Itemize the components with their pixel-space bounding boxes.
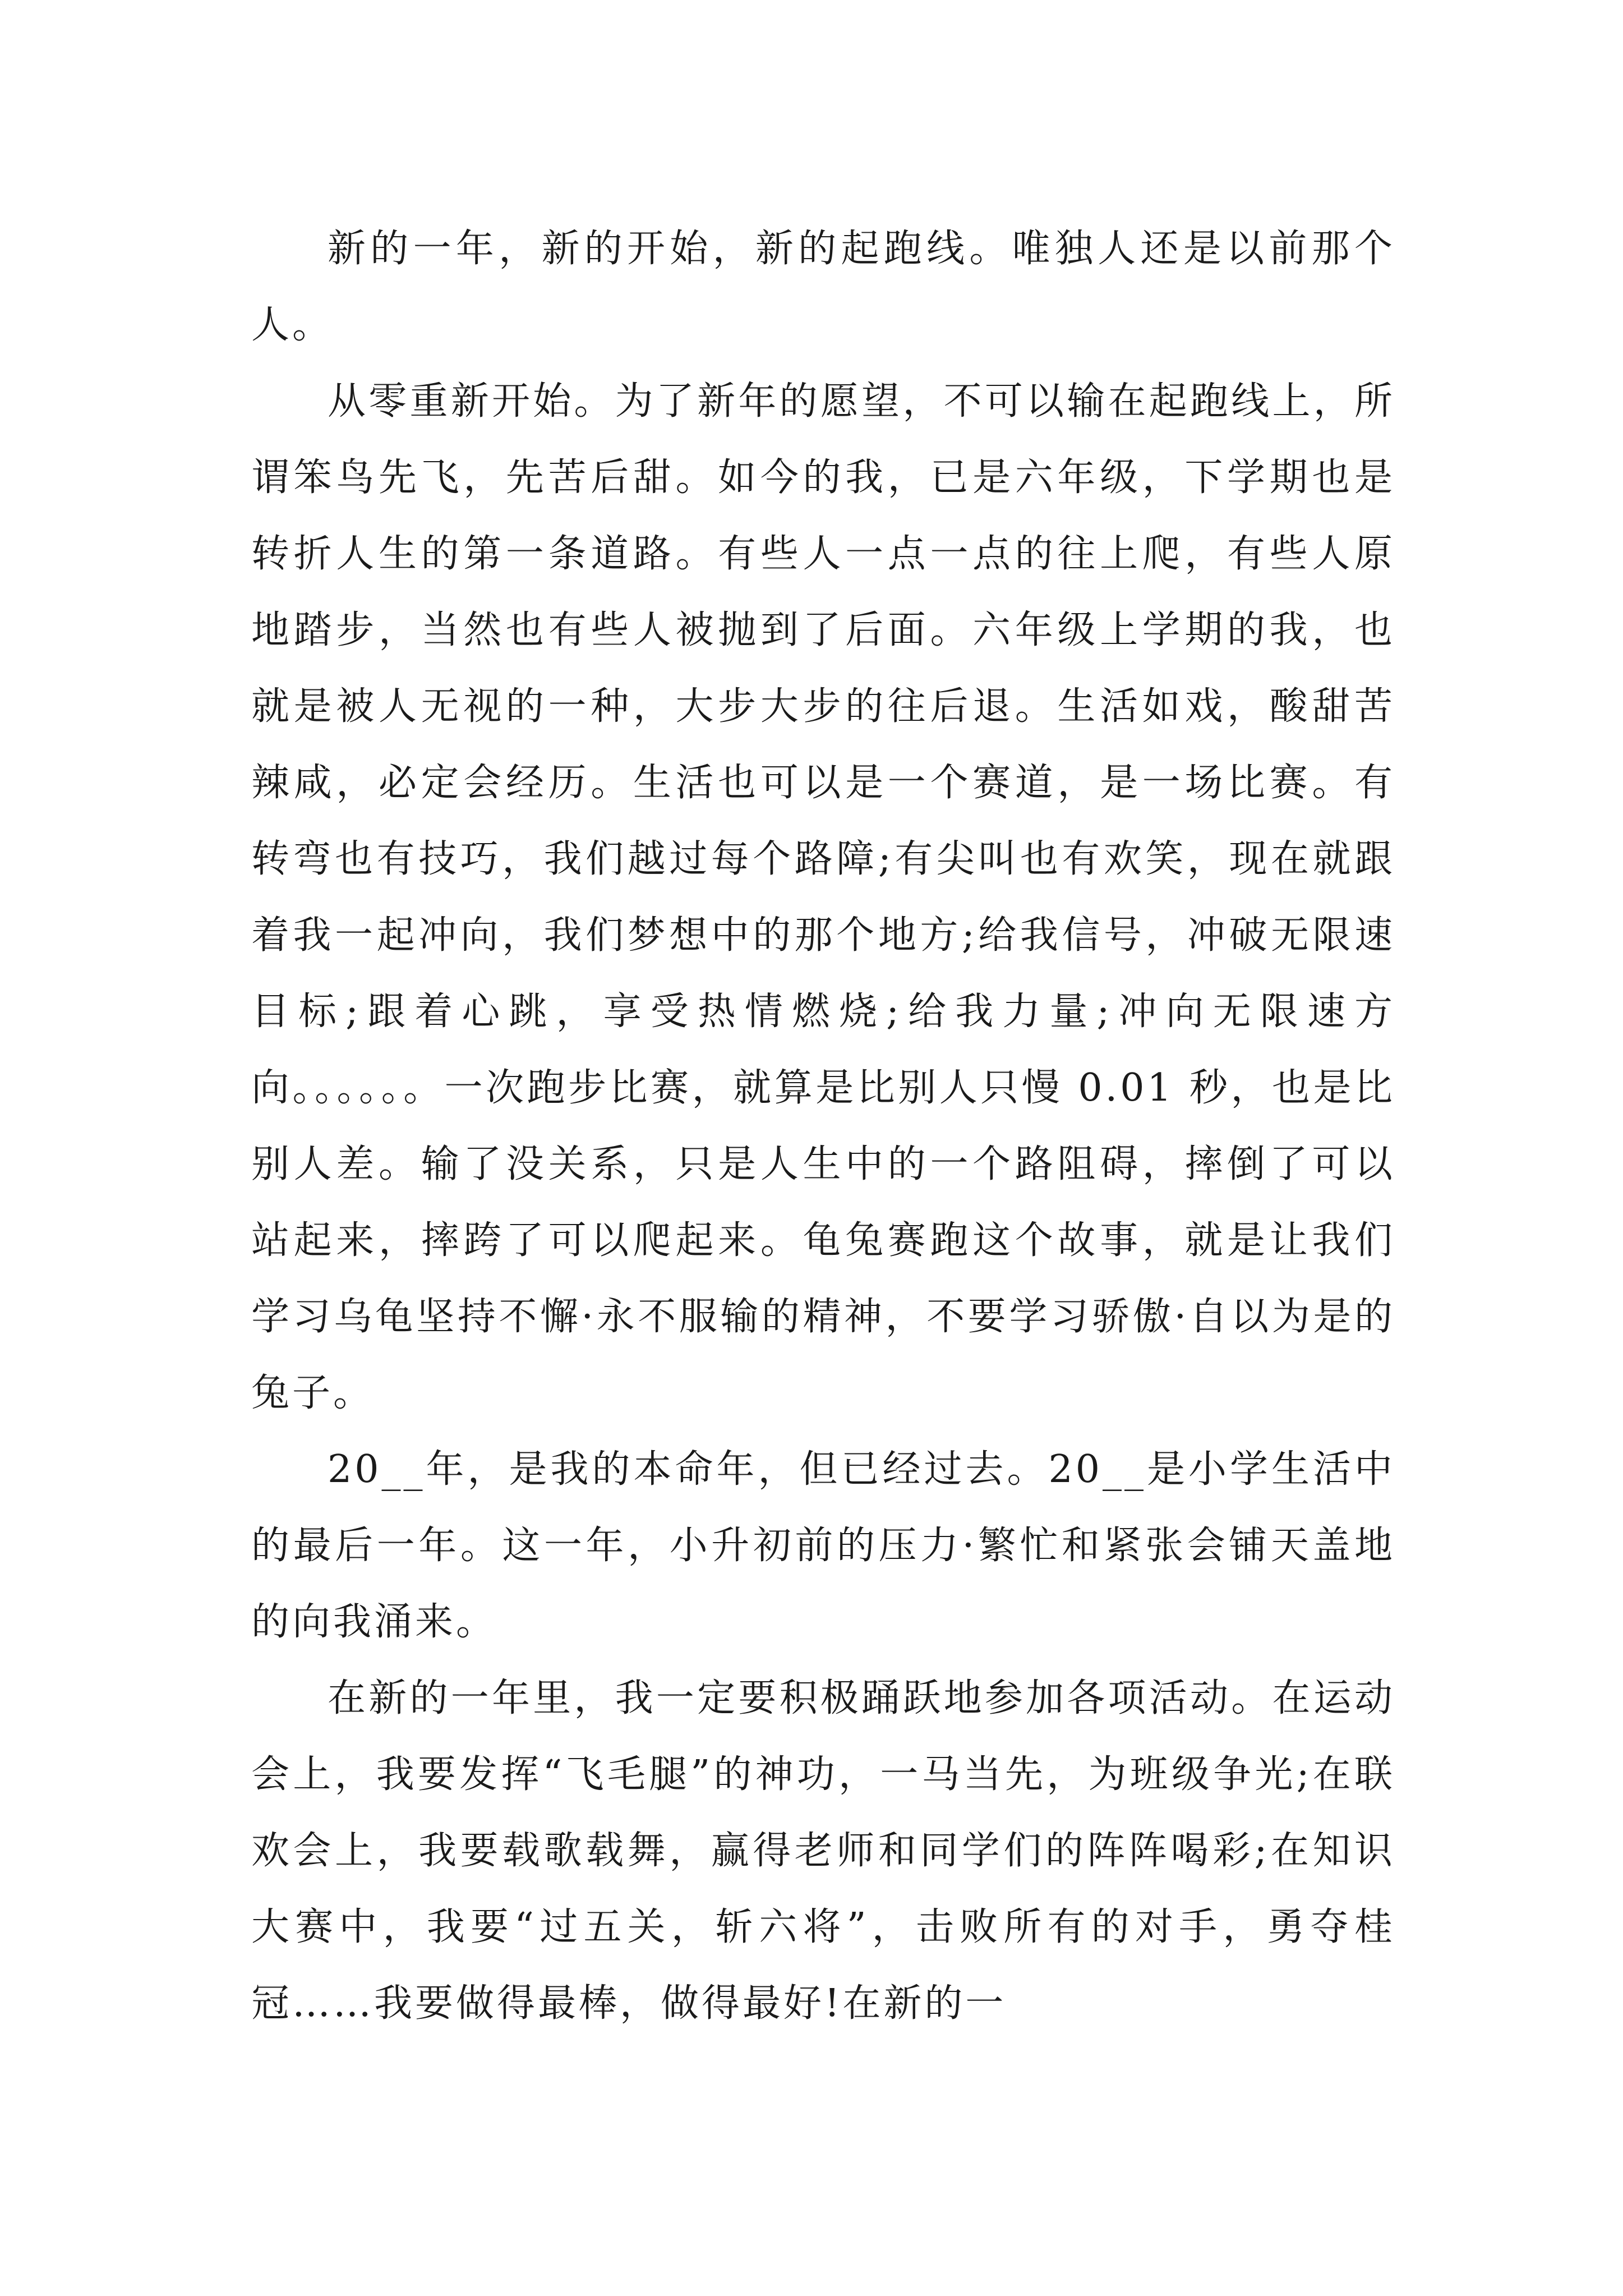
paragraph-1: 新的一年，新的开始，新的起跑线。唯独人还是以前那个人。 bbox=[251, 227, 1395, 347]
paragraph-4: 在新的一年里，我一定要积极踊跃地参加各项活动。在运动会上，我要发挥“飞毛腿”的神功，一马当先，为班级争光;在联欢会上，我要载歌载舞，赢得老师和同学们的阵阵喝彩;在知识大赛中，我要“过五关，斩六将”，击败所有的对手，勇夺桂冠……我要做得最棒，做得最好!在新的一 bbox=[251, 1676, 1395, 2026]
document-body bbox=[251, 211, 1395, 2042]
paragraph-3: 20__年，是我的本命年，但已经过去。20__是小学生活中的最后一年。这一年，小升初前的压力·繁忙和紧张会铺天盖地的向我涌来。 bbox=[251, 1447, 1395, 1644]
paragraph-2: 从零重新开始。为了新年的愿望，不可以输在起跑线上，所谓笨鸟先飞，先苦后甜。如今的我，已是六年级，下学期也是转折人生的第一条道路。有些人一点一点的往上爬，有些人原地踏步，当然也有些人被抛到了后面。六年级上学期的我，也就是被人无视的一种，大步大步的往后退。生活如戏，酸甜苦辣咸，必定会经历。生活也可以是一个赛道，是一场比赛。有转弯也有技巧，我们越过每个路障;有尖叫也有欢笑，现在就跟着我一起冲向，我们梦想中的那个地方;给我信号，冲破无限速目标;跟着心跳，享受热情燃烧;给我力量;冲向无限速方向。。。。。。一次跑步比赛，就算是比别人只慢 0.01 秒，也是比别人差。输了没关系，只是人生中的一个路阻碍，摔倒了可以站起来，摔跨了可以爬起来。龟兔赛跑这个故事，就是让我们学习乌龟坚持不懈·永不服输的精神，不要学习骄傲·自以为是的兔子。 bbox=[251, 379, 1395, 1415]
